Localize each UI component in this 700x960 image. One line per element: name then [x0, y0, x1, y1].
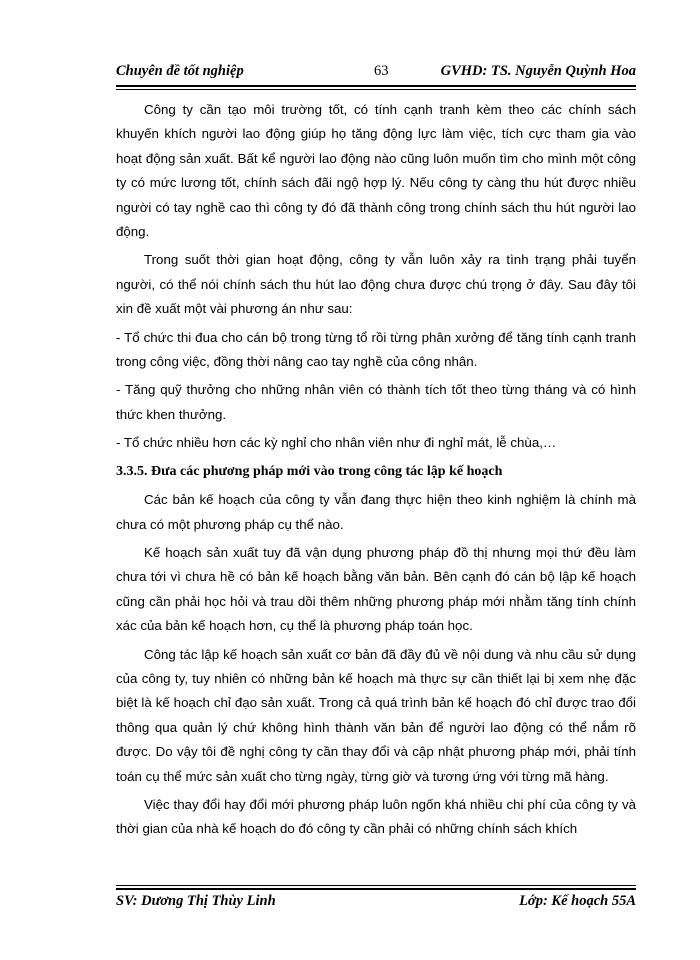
- paragraph: Các bản kế hoạch của công ty vẫn đang thực hiện theo kinh nghiệm là chính mà chưa có một phương pháp cụ thể nào.: [116, 492, 636, 532]
- paragraph: Kế hoạch sản xuất tuy đã vận dụng phương pháp đồ thị nhưng mọi thứ đều làm chưa tới vì chưa hề có bản kế hoạch bằng văn bản. Bên cạnh đó cán bộ lập kế hoạch cũng cần phải học hỏi và trau dồi thêm những phương pháp mới nhằm tăng tính chính xác của bản kế hoạch hơn, cụ thể là phương pháp toán học.: [116, 544, 636, 634]
- page-footer: [116, 893, 636, 913]
- page-header: [116, 63, 636, 83]
- footer-rule: [116, 888, 636, 890]
- bullet-item: - Tăng quỹ thưởng cho những nhân viên có thành tích tốt theo từng tháng và có hình thức khen thưởng.: [116, 382, 636, 422]
- footer-student: SV: Dương Thị Thùy Linh: [116, 893, 276, 909]
- bullet-item: - Tổ chức nhiều hơn các kỳ nghỉ cho nhân viên như đi nghỉ mát, lễ chùa,…: [116, 435, 557, 451]
- header-advisor: GVHD: TS. Nguyễn Quỳnh Hoa: [440, 63, 636, 79]
- paragraph: Việc thay đổi hay đổi mới phương pháp luôn ngốn khá nhiều chi phí của công ty và thời gian của nhà kế hoạch do đó công ty cần phải có những chính sách khích: [116, 796, 636, 837]
- paragraph: Công ty cần tạo môi trường tốt, có tính cạnh tranh kèm theo các chính sách khuyến khích người lao động giúp họ tăng động lực làm việc, tích cực tham gia vào hoạt động sản xuất. Bất kể người lao động nào cũng luôn muốn tìm cho mình một công ty có mức lương tốt, chính sách đãi ngộ hợp lý. Nếu công ty càng thu hút được nhiều người có tay nghề cao thì công ty đó đã thành công trong chính sách thu hút người lao động.: [116, 102, 636, 240]
- footer-class: Lớp: Kế hoạch 55A: [519, 893, 636, 909]
- bullet-item: - Tổ chức thi đua cho cán bộ trong từng tổ rồi từng phân xưởng để tăng tính cạnh tranh trong công việc, đồng thời nâng cao tay nghề của công nhân.: [116, 329, 636, 370]
- paragraph: Trong suốt thời gian hoạt động, công ty vẫn luôn xảy ra tình trạng phải tuyển người, có thể nói chính sách thu hút lao động chưa được chú trọng ở đây. Sau đây tôi xin đề xuất một vài phương án như sau:: [116, 252, 636, 317]
- page-number: 63: [374, 63, 389, 79]
- header-rule-thin: [116, 89, 636, 90]
- header-title: Chuyên đề tốt nghiệp: [116, 63, 244, 79]
- paragraph: Công tác lập kế hoạch sản xuất cơ bản đã đầy đủ về nội dung và nhu cầu sử dụng của công ty, tuy nhiên có những bản kế hoạch mà thực sự cần thiết lại bị xem nhẹ đặc biệt là kế hoạch chỉ đạo sản xuất. Trong cả quá trình bản kế hoạch đó chỉ được trao đổi thông qua quản lý chứ không hình thành văn bản để người lao động có thể nắm rõ được. Do vậy tôi đề nghị công ty cần thay đổi và cập nhật phương pháp mới, phải tính toán cụ thể mức sản xuất cho từng ngày, từng giờ và tương ứng với từng mã hàng.: [116, 646, 636, 784]
- footer-rule-thin: [116, 885, 636, 886]
- page-body: [116, 98, 636, 846]
- header-rule: [116, 85, 636, 87]
- section-heading: 3.3.5. Đưa các phương pháp mới vào trong công tác lập kế hoạch: [116, 463, 503, 479]
